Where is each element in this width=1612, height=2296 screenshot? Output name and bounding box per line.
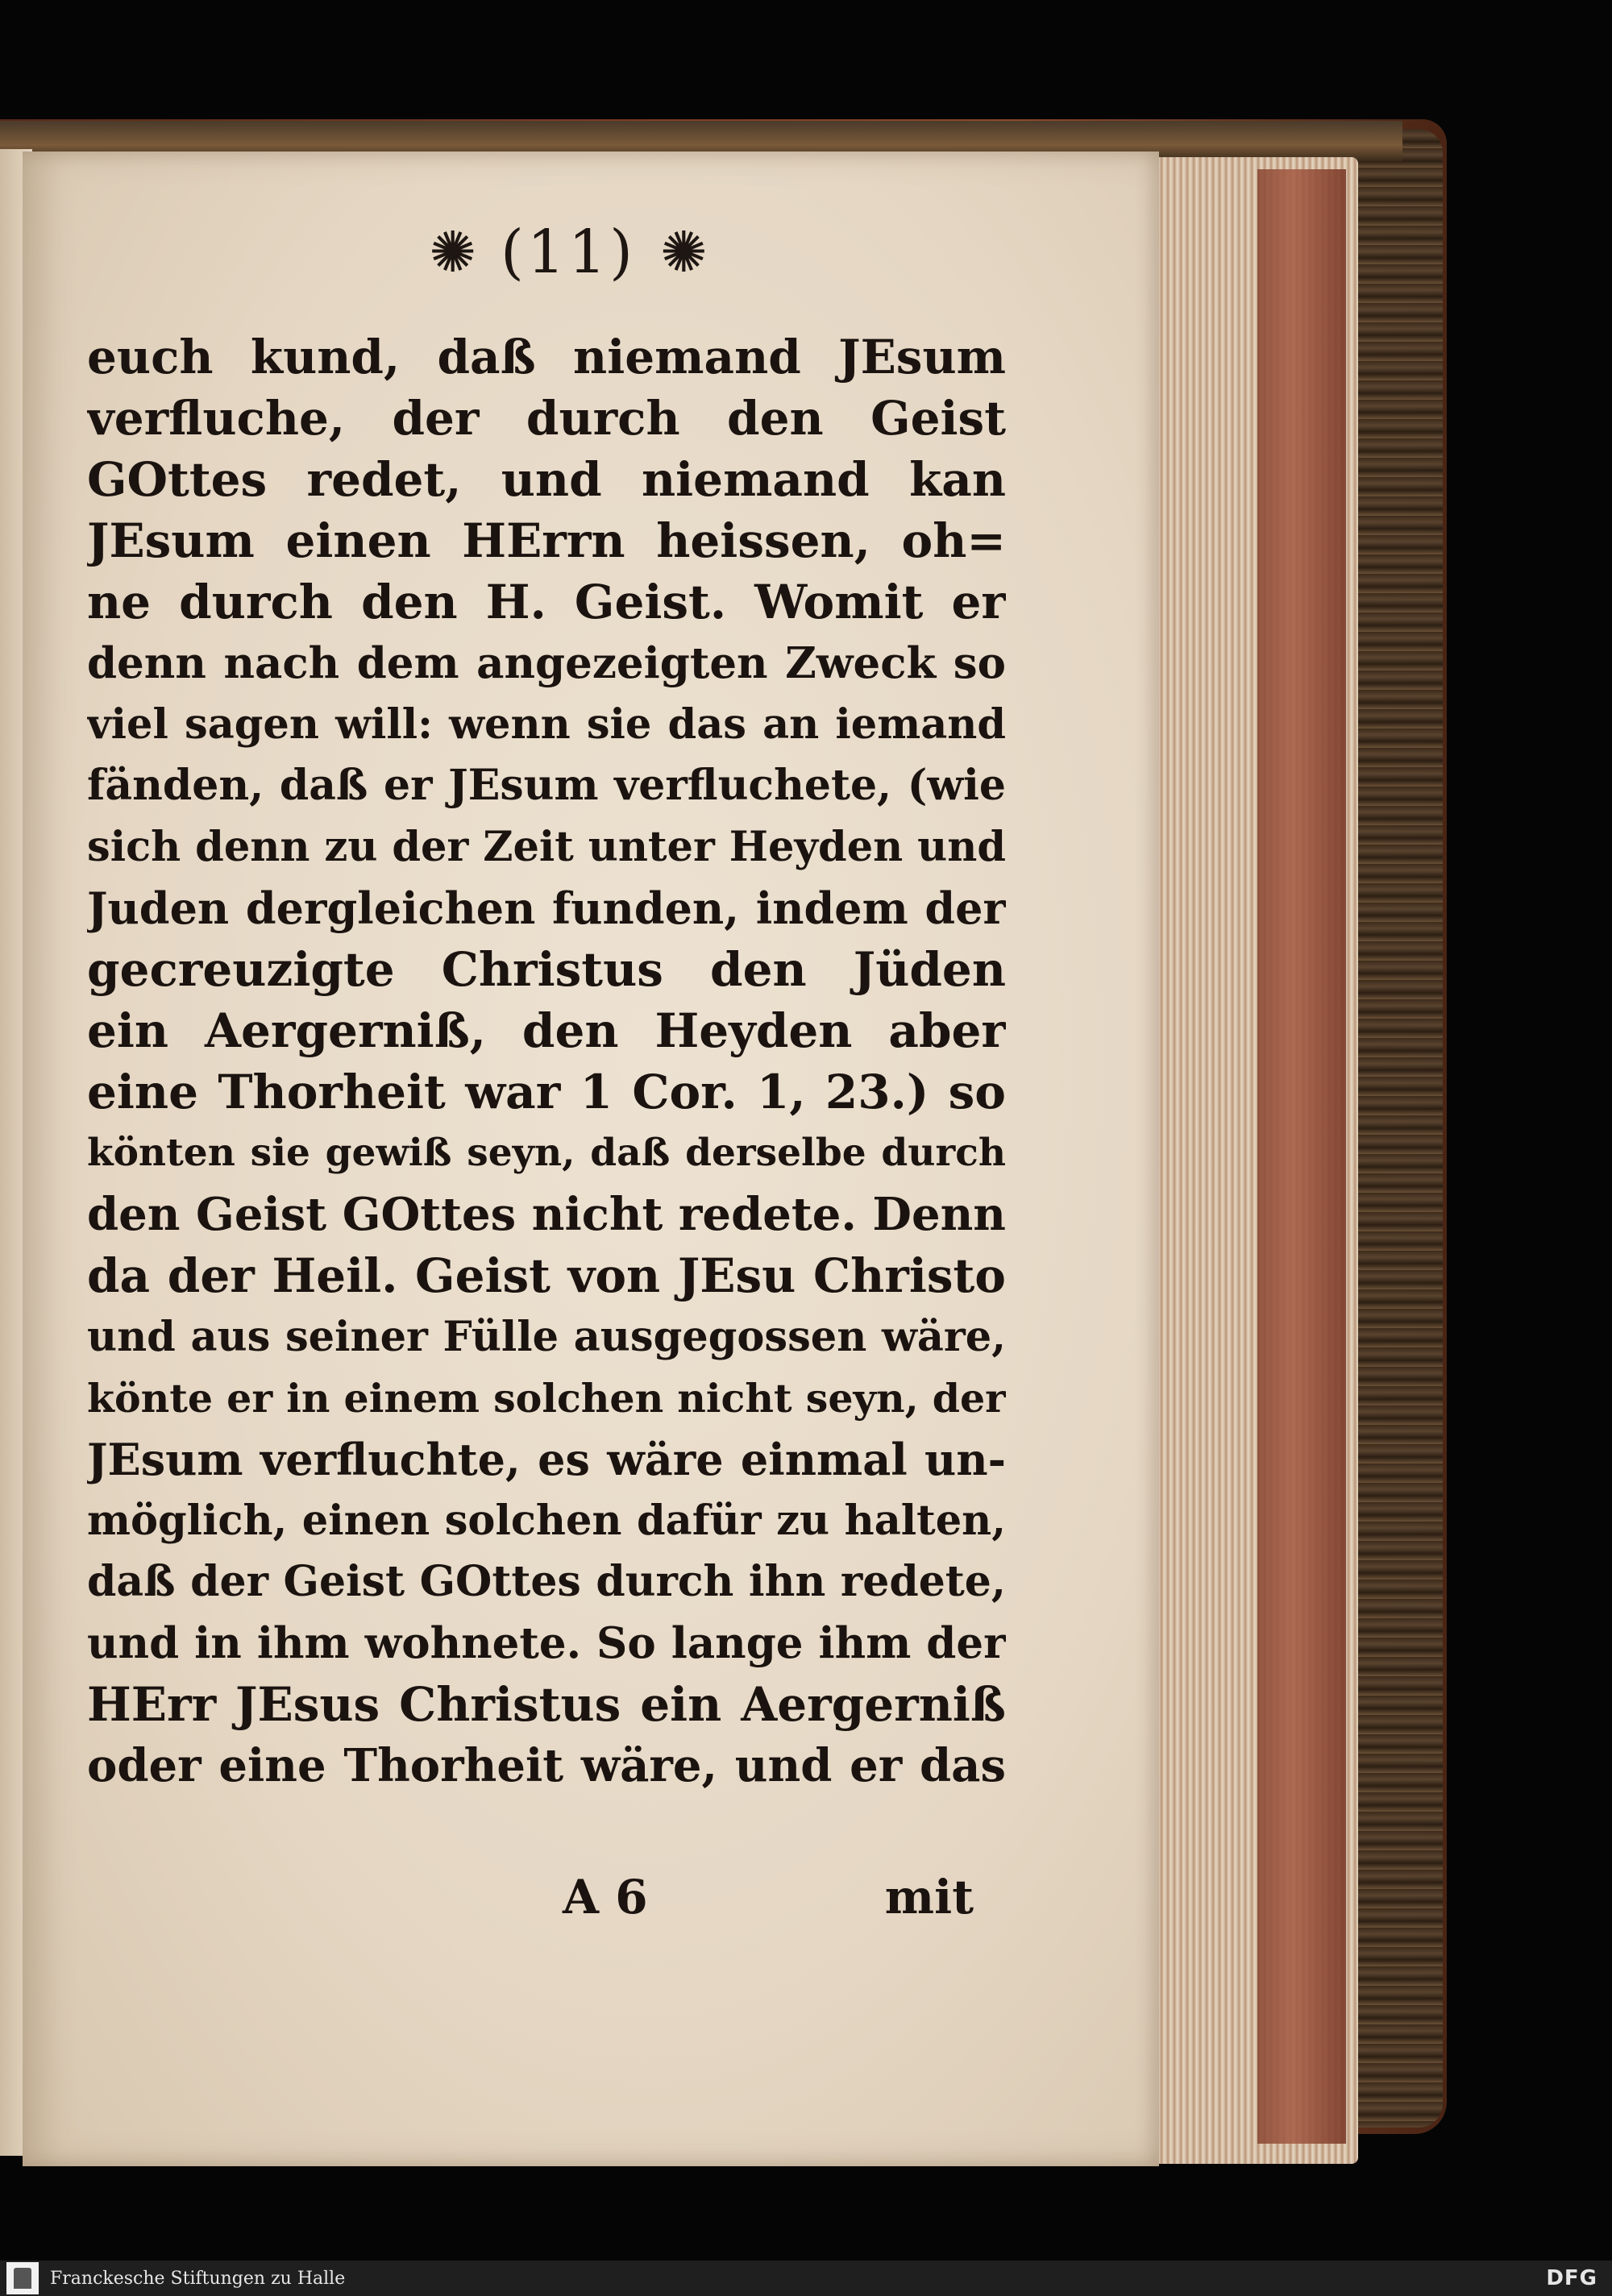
page-header — [407, 216, 729, 289]
text-line: möglich, einen solchen dafür zu halten, — [87, 1497, 1006, 1545]
text-line: JEsum einen HErrn heissen, oh= — [87, 513, 1006, 568]
text-line: könte er in einem solchen nicht seyn, der — [87, 1375, 1006, 1422]
page-number: (11) — [501, 218, 636, 287]
text-line: und in ihm wohnete. So lange ihm der — [87, 1618, 1006, 1668]
page-edges-shadow — [1257, 169, 1346, 2144]
catchword: mit — [884, 1870, 974, 1924]
signature-mark: A 6 — [563, 1870, 648, 1924]
text-line: GOttes redet, und niemand kan — [87, 452, 1006, 507]
ornament-left-icon: ✺ — [429, 219, 477, 285]
institution-name: Franckesche Stiftungen zu Halle — [50, 2268, 346, 2289]
text-line: sich denn zu der Zeit unter Heyden und — [87, 823, 1006, 871]
text-line: euch kund, daß niemand JEsum — [87, 330, 1006, 384]
text-line: ne durch den H. Geist. Womit er — [87, 575, 1006, 629]
text-line: da der Heil. Geist von JEsu Christo — [87, 1248, 1006, 1303]
credit-bar — [0, 2261, 1612, 2296]
ornament-right-icon: ✺ — [659, 219, 708, 285]
text-line: und aus seiner Fülle ausgegossen wäre, — [87, 1313, 1006, 1361]
dfg-logo: DFG — [1546, 2266, 1597, 2290]
text-line: gecreuzigte Christus den Jüden — [87, 942, 1006, 997]
page-footer — [87, 1870, 974, 1934]
text-line: HErr JEsus Christus ein Aergerniß — [87, 1677, 1006, 1732]
text-line: eine Thorheit war 1 Cor. 1, 23.) so — [87, 1065, 1006, 1119]
text-line: den Geist GOttes nicht redete. Denn — [87, 1188, 1006, 1241]
institution-logo-icon — [6, 2262, 39, 2294]
text-line: Juden dergleichen funden, indem der — [87, 882, 1006, 934]
text-line: fänden, daß er JEsum verfluchete, (wie — [87, 761, 1006, 810]
text-line: verfluche, der durch den Geist — [87, 391, 1006, 446]
text-line: ein Aergerniß, den Heyden aber — [87, 1003, 1006, 1058]
text-line: könten sie gewiß seyn, daß derselbe durch — [87, 1131, 1006, 1175]
book-cover-edge — [1354, 129, 1443, 2128]
text-line: oder eine Thorheit wäre, und er das — [87, 1739, 1006, 1792]
page-body — [87, 326, 1006, 1796]
text-line: daß der Geist GOttes durch ihn redete, — [87, 1557, 1006, 1606]
text-line: viel sagen will: wenn sie das an iemand — [87, 700, 1006, 749]
text-line: JEsum verfluchte, es wäre einmal un- — [87, 1434, 1006, 1485]
text-line: denn nach dem angezeigten Zweck so — [87, 638, 1006, 688]
